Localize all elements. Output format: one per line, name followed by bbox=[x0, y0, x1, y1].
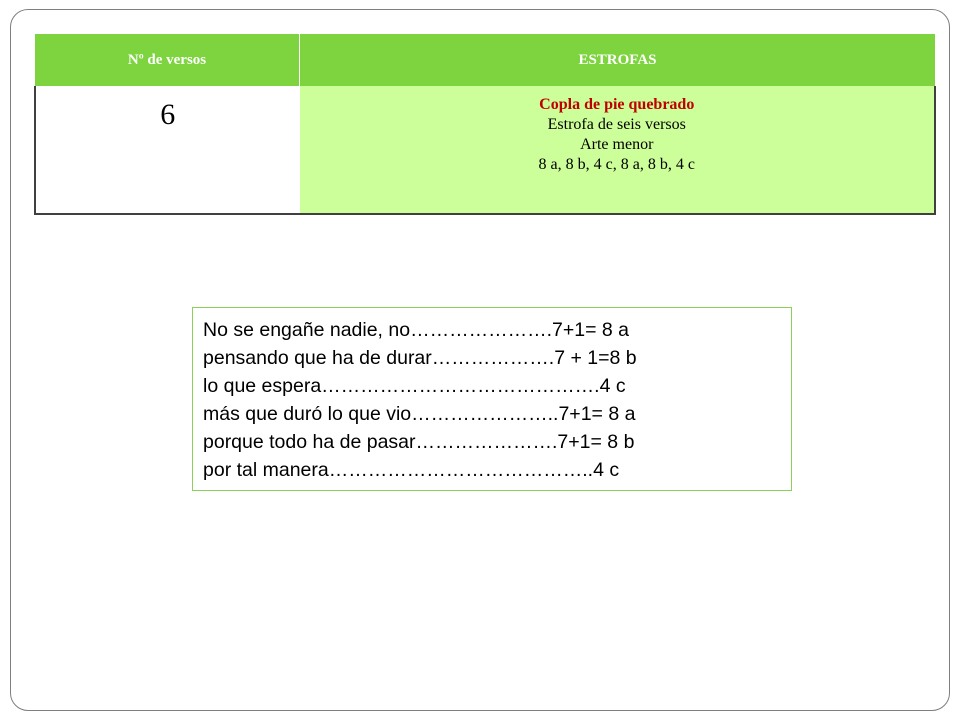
strophe-cell bbox=[300, 86, 936, 214]
poem-line: por tal manera…………………………………..4 c bbox=[203, 459, 620, 481]
table-header-row bbox=[35, 34, 935, 86]
verse-count-cell: 6 bbox=[35, 86, 300, 214]
strophe-table bbox=[34, 34, 936, 215]
header-verse-count: Nº de versos bbox=[35, 34, 300, 86]
table-row bbox=[35, 86, 935, 214]
poem-line: más que duró lo que vio…………………..7+1= 8 a bbox=[203, 403, 636, 425]
strophe-description: Estrofa de seis versos bbox=[547, 116, 686, 133]
poem-line: pensando que ha de durar……………….7 + 1=8 b bbox=[203, 347, 637, 369]
poem-line: lo que espera…………………………………….4 c bbox=[203, 375, 626, 397]
poem-line: porque todo ha de pasar………………….7+1= 8 b bbox=[203, 431, 635, 453]
poem-box bbox=[192, 307, 792, 491]
rhyme-scheme: 8 a, 8 b, 4 c, 8 a, 8 b, 4 c bbox=[538, 156, 695, 173]
header-strophes: ESTROFAS bbox=[300, 34, 936, 86]
poem-line: No se engañe nadie, no………………….7+1= 8 a bbox=[203, 319, 629, 341]
strophe-name: Copla de pie quebrado bbox=[539, 96, 695, 113]
strophe-art: Arte menor bbox=[580, 136, 654, 153]
